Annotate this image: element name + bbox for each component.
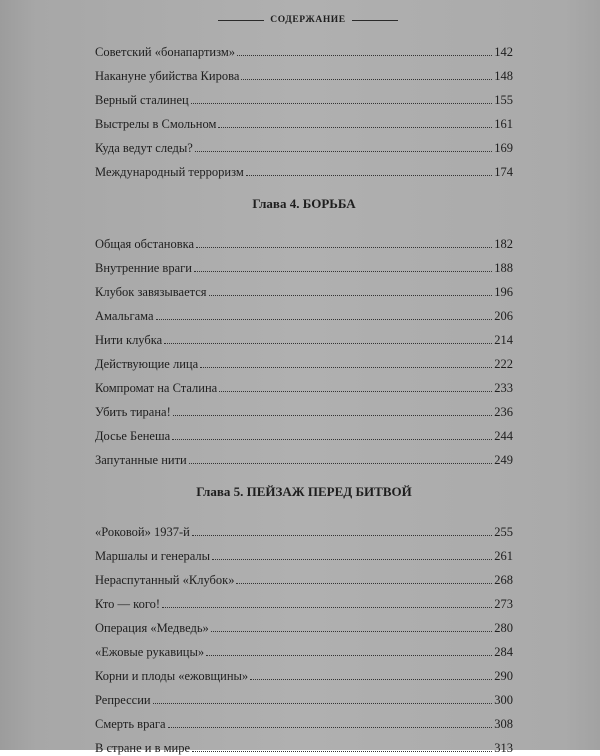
toc-entry-page: 284 [494,645,513,659]
toc-entry-title: Международный терроризм [95,165,244,179]
toc-entry-page: 249 [494,453,513,467]
toc-entry-page: 261 [494,549,513,563]
toc-entry [95,636,513,660]
toc-entry [95,108,513,132]
toc-entry-title: Общая обстановка [95,237,195,251]
toc-entry-page: 313 [494,741,513,755]
toc-entry [95,612,513,636]
toc-entry-page: 255 [494,525,513,539]
dot-leader [206,655,492,656]
dot-leader [173,415,492,416]
toc-entry [95,348,513,372]
toc-entry-title: Репрессии [95,693,151,707]
dot-leader [212,559,492,560]
dot-leader [196,247,492,248]
toc-entry [95,732,513,756]
toc-entry [95,564,513,588]
toc-entry [95,372,513,396]
toc-entry-title: Смерть врага [95,717,166,731]
dot-leader [192,751,492,752]
toc-entry-title: Куда ведут следы? [95,141,193,155]
toc-entry-title: Советский «бонапартизм» [95,45,236,59]
toc-entry [95,420,513,444]
toc-entry-page: 222 [494,357,513,371]
toc-entry-page: 196 [494,285,513,299]
toc-entry [95,132,513,156]
toc-entry [95,684,513,708]
toc-entry-page: 182 [494,237,513,251]
toc-entry [95,708,513,732]
toc-entry [95,156,513,180]
dot-leader [211,631,492,632]
dot-leader [194,271,492,272]
toc-entry-title: Корни и плоды «ежовщины» [95,669,249,683]
chapter-4-heading: Глава 4. БОРЬБА [252,196,356,211]
toc-entry-page: 273 [494,597,513,611]
dot-leader [236,583,492,584]
dot-leader [237,55,492,56]
toc-entry [95,588,513,612]
toc-entry-title: Кто — кого! [95,597,161,611]
toc-entry [95,252,513,276]
toc-entry-title: Амальгама [95,309,154,323]
toc-entry [95,516,513,540]
dot-leader [218,127,492,128]
chapter-5-heading: Глава 5. ПЕЙЗАЖ ПЕРЕД БИТВОЙ [196,484,412,499]
page-title: СОДЕРЖАНИЕ [270,15,346,25]
toc-entry-page: 188 [494,261,513,275]
toc-entry [95,84,513,108]
toc-entry-page: 236 [494,405,513,419]
dot-leader [153,703,493,704]
chapter-4-entries [95,228,513,468]
toc-entry-title: Накануне убийства Кирова [95,69,240,83]
dot-leader [209,295,493,296]
toc-entry [95,228,513,252]
toc-entry [95,444,513,468]
toc-entry [95,300,513,324]
table-of-contents [95,36,513,756]
toc-entry [95,324,513,348]
toc-entry-title: Маршалы и генералы [95,549,211,563]
toc-entry-title: Выстрелы в Смольном [95,117,217,131]
dot-leader [246,175,492,176]
dot-leader [250,679,492,680]
toc-entry-title: В стране и в мире [95,741,191,755]
header-rule-left [218,20,264,21]
dot-leader [200,367,492,368]
toc-entry-page: 244 [494,429,513,443]
dot-leader [195,151,492,152]
toc-entry-title: Действующие лица [95,357,199,371]
toc-entry-page: 280 [494,621,513,635]
toc-entry-page: 233 [494,381,513,395]
dot-leader [168,727,493,728]
toc-entry-title: Операция «Медведь» [95,621,209,635]
toc-entry-page: 214 [494,333,513,347]
toc-section-continued [95,36,513,180]
toc-entry-page: 169 [494,141,513,155]
toc-entry-page: 155 [494,93,513,107]
toc-entry-page: 290 [494,669,513,683]
toc-entry [95,276,513,300]
toc-entry-page: 268 [494,573,513,587]
toc-entry [95,540,513,564]
toc-entry-title: Внутренние враги [95,261,192,275]
toc-entry-title: Верный сталинец [95,93,189,107]
dot-leader [192,535,492,536]
toc-entry-page: 206 [494,309,513,323]
toc-entry [95,396,513,420]
toc-entry-page: 161 [494,117,513,131]
toc-entry-page: 174 [494,165,513,179]
dot-leader [219,391,492,392]
toc-entry-page: 300 [494,693,513,707]
toc-entry-title: Нераспутанный «Клубок» [95,573,235,587]
toc-entry-title: «Ежовые рукавицы» [95,645,205,659]
header-rule-right [352,20,398,21]
toc-entry-page: 148 [494,69,513,83]
dot-leader [241,79,492,80]
toc-entry-title: «Роковой» 1937-й [95,525,190,539]
page-header [218,15,398,25]
toc-entry-title: Компромат на Сталина [95,381,218,395]
toc-entry-title: Нити клубка [95,333,163,347]
dot-leader [156,319,493,320]
toc-entry-title: Убить тирана! [95,405,171,419]
dot-leader [189,463,493,464]
toc-entry [95,660,513,684]
toc-entry-page: 308 [494,717,513,731]
dot-leader [172,439,492,440]
toc-entry [95,36,513,60]
chapter-5-entries [95,516,513,756]
dot-leader [191,103,493,104]
toc-entry-title: Досье Бенеша [95,429,171,443]
toc-entry-title: Клубок завязывается [95,285,207,299]
toc-entry-page: 142 [494,45,513,59]
toc-entry-title: Запутанные нити [95,453,187,467]
dot-leader [164,343,492,344]
dot-leader [162,607,492,608]
toc-entry [95,60,513,84]
